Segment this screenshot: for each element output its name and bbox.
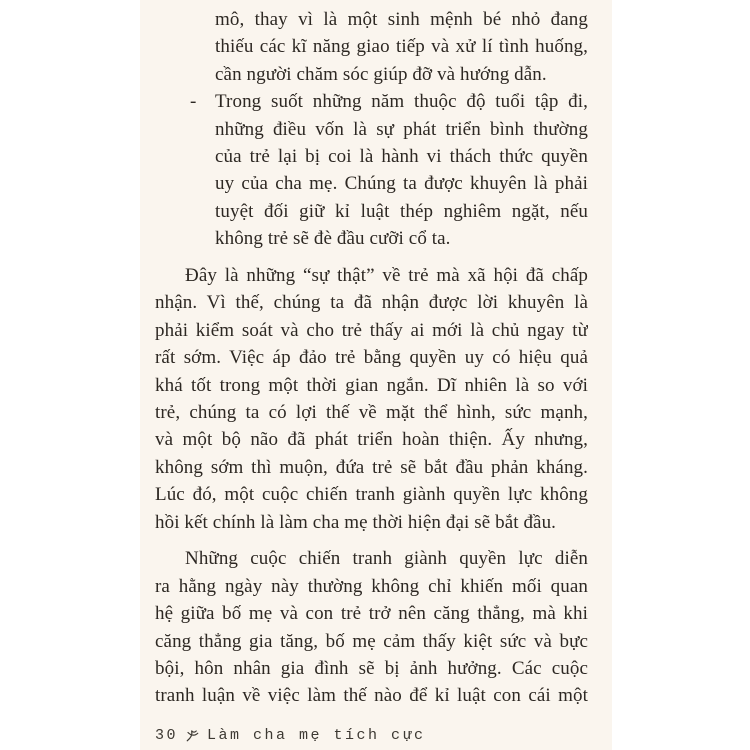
- page-number: 30: [155, 727, 179, 744]
- text-line: tuyệt đối giữ kỉ luật thép nghiêm ngặt, nếu: [215, 200, 588, 222]
- text-line: bội, hôn nhân gia đình sẽ bị ảnh hưởng. Các cuộc: [155, 657, 588, 679]
- text-line: không trẻ sẽ đè đầu cưỡi cổ ta.: [215, 228, 451, 250]
- text-line: căng thẳng gia tăng, bố mẹ cảm thấy kiệt sức và bực: [155, 630, 588, 652]
- text-line: ra hằng ngày này thường không chỉ khiến mối quan: [155, 575, 588, 597]
- text-line: Những cuộc chiến tranh giành quyền lực diễn: [185, 548, 588, 570]
- text-line: hệ giữa bố mẹ và con trẻ trở nên căng thẳng, mà khi: [155, 603, 588, 625]
- footer-book-title: Làm cha mẹ tích cực: [207, 727, 426, 744]
- text-line: và một bộ não đã phát triển hoàn thiện. Ấy nhưng,: [155, 429, 588, 451]
- text-line: khá tốt trong một thời gian ngắn. Dĩ nhiên là so với: [155, 374, 588, 396]
- list-item: [155, 88, 588, 252]
- text-line: Đây là những “sự thật” về trẻ mà xã hội đã chấp: [185, 265, 588, 287]
- text-line: uy của cha mẹ. Chúng ta được khuyên là phải: [215, 173, 588, 195]
- page-footer: [155, 727, 426, 744]
- paragraph: [155, 262, 588, 536]
- text-line: của trẻ lại bị coi là hành vi thách thức quyền: [215, 145, 588, 167]
- text-line: không sớm thì muộn, đứa trẻ sẽ bắt đầu phản kháng.: [155, 456, 588, 478]
- dash-bullet: -: [190, 91, 197, 113]
- sprig-ornament-icon: [185, 728, 200, 743]
- text-line: Lúc đó, một cuộc chiến tranh giành quyền lực không: [155, 484, 588, 506]
- text-line: rất sớm. Việc áp đảo trẻ bằng quyền uy có hiệu quả: [155, 347, 588, 369]
- text-line: tranh luận về việc làm thế nào để kỉ luật con cái một: [155, 685, 588, 707]
- text-line: hồi kết chính là làm cha mẹ thời hiện đại sẽ bắt đầu.: [155, 511, 557, 533]
- text-line: thiếu các kĩ năng giao tiếp và xử lí tình huống,: [215, 36, 588, 58]
- text-line: phải kiểm soát và cho trẻ thấy ai mới là chủ ngay từ: [155, 319, 588, 341]
- book-page: [140, 0, 612, 750]
- body-text-block: [155, 6, 588, 710]
- paragraph: [155, 545, 588, 709]
- text-line: trẻ, chúng ta có lợi thế về mặt thể hình, sức mạnh,: [155, 401, 588, 423]
- text-line: nhận. Vì thế, chúng ta đã nhận được lời khuyên là: [155, 292, 588, 314]
- text-line: mô, thay vì là một sinh mệnh bé nhỏ đang: [215, 9, 588, 30]
- text-line: cần người chăm sóc giúp đỡ và hướng dẫn.: [215, 63, 547, 85]
- list-item-continuation: [155, 6, 588, 88]
- text-line: Trong suốt những năm thuộc độ tuổi tập đi,: [215, 91, 588, 113]
- text-line: những điều vốn là sự phát triển bình thường: [215, 118, 588, 140]
